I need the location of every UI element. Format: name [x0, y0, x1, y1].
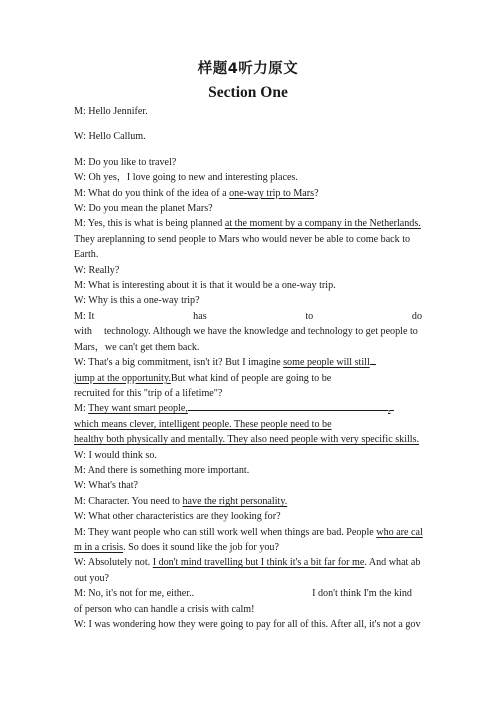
line-text: M: What do you think of the idea of a	[74, 187, 230, 199]
line-text: W: I would think so.	[74, 449, 157, 461]
transcript-line	[74, 186, 422, 201]
line-text: M: Yes, this is what is being planned	[74, 218, 225, 230]
line-text: W: I was wondering how they were going to pay for all of this. After all, it's not a gov	[74, 619, 421, 630]
line-text: W: What other characteristics are they looking for?	[74, 511, 281, 523]
transcript-line	[74, 170, 422, 185]
underlined-answer: which means clever, intelligent people. These people need to be	[74, 418, 332, 430]
underlined-answer: m in a crisis	[74, 541, 124, 553]
underlined-answer: at the moment by a company in the Netherlands.	[224, 218, 421, 230]
line-text: W: Really?	[74, 264, 120, 276]
line-text: M: Do you like to travel?	[74, 156, 177, 168]
transcript-line	[74, 355, 422, 401]
underlined-answer: have the right personality.	[182, 495, 288, 507]
transcript-line	[74, 509, 422, 524]
line-text: W: That's a big commitment, isn't it? But I imagine	[74, 357, 284, 369]
underlined-answer: who are cal	[376, 526, 423, 538]
line-text: I don't think I'm the kind	[312, 588, 412, 600]
transcript-line	[74, 555, 422, 586]
line-text: M: What is interesting about it is that it would be a one-way trip.	[74, 280, 336, 292]
transcript-line	[74, 129, 422, 144]
line-text: They areplanning to send people to Mars who would never be able to come back to	[74, 233, 411, 245]
underlined-answer: some people will still	[283, 357, 370, 369]
line-text: to	[305, 310, 314, 322]
transcript-line	[74, 448, 422, 463]
transcript-line	[74, 155, 422, 170]
transcript-line	[74, 201, 422, 216]
transcript-line	[74, 525, 422, 556]
transcript-line	[74, 617, 422, 632]
line-text: . And what ab	[364, 557, 421, 569]
line-text: M: And there is something more important.	[74, 464, 250, 476]
transcript-body	[74, 104, 422, 632]
line-text: M: Character. You need to	[74, 495, 183, 507]
underlined-answer: They want smart people,	[88, 403, 188, 415]
transcript-line	[74, 478, 422, 493]
line-text: technology. Although we have the knowledge and technology to get people to	[103, 326, 418, 338]
transcript-line	[74, 263, 422, 278]
transcript-line	[74, 401, 422, 447]
line-text: has	[193, 310, 207, 322]
line-text: do	[411, 310, 422, 322]
line-text: recruited for this "trip of a lifetime"?	[74, 387, 223, 399]
transcript-line	[74, 216, 422, 262]
line-text: of person who can handle a crisis with calm!	[74, 603, 255, 615]
line-text: M:	[74, 403, 89, 415]
underlined-answer: I don't mind travelling but I think it's a bit far for me	[152, 557, 365, 569]
transcript-line	[74, 278, 422, 293]
transcript-line	[74, 586, 422, 617]
line-text: Earth.	[74, 249, 99, 261]
transcript-line	[74, 309, 422, 355]
line-text: ?	[314, 187, 319, 199]
line-text: W: Hello Callum.	[74, 131, 146, 143]
line-text: W: Do you mean the planet Mars?	[74, 203, 213, 215]
line-text: Mars，we can't get them back.	[74, 341, 200, 353]
underlined-answer: healthy both physically and mentally. They also need people with very specific skills.	[74, 434, 420, 446]
line-text: out you?	[74, 572, 110, 584]
underlined-answer: jump at the opportunity.	[74, 372, 171, 384]
justified-line	[74, 309, 422, 324]
line-text: M: No, it's not for me, either..	[74, 588, 195, 600]
line-text: M: Hello Jennifer.	[74, 106, 148, 117]
line-text: M: They want people who can still work well when things are bad. People	[74, 526, 377, 538]
line-text: W: Absolutely not.	[74, 557, 153, 569]
transcript-line	[74, 293, 422, 308]
underlined-answer: ,	[387, 403, 391, 415]
document-title: 样题4听力原文	[197, 61, 299, 77]
line-text: But what kind of people are going to be	[170, 372, 332, 384]
line-text: . So does it sound like the job for you?	[123, 541, 279, 553]
underlined-answer: one-way trip to Mars	[229, 187, 315, 199]
line-text: with	[74, 326, 92, 338]
line-text: W: Why is this a one-way trip?	[74, 295, 200, 307]
transcript-line	[74, 494, 422, 509]
transcript-line	[74, 463, 422, 478]
line-text: M: It	[74, 310, 95, 322]
transcript-line	[74, 104, 422, 119]
line-text: W: Oh yes，I love going to new and interesting places.	[74, 172, 298, 184]
section-heading: Section One	[208, 84, 288, 101]
line-text: W: What's that?	[74, 480, 139, 492]
